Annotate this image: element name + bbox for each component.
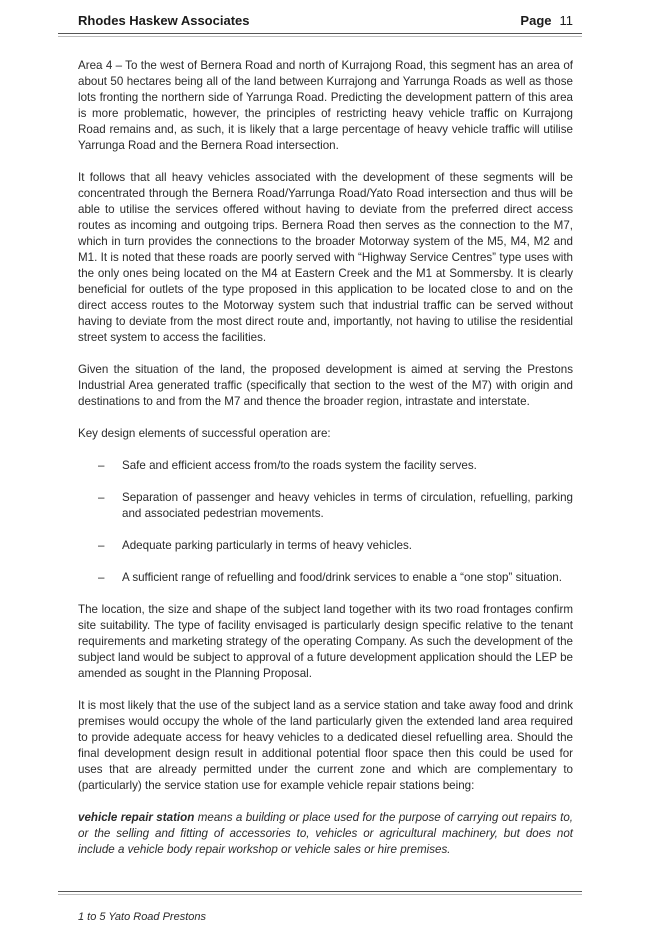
bullet-dash: –	[98, 491, 105, 504]
definition-term: vehicle repair station	[78, 811, 195, 824]
list-item-text: Adequate parking particularly in terms of heavy vehicles.	[122, 539, 412, 552]
paragraph-heavy-vehicles: It follows that all heavy vehicles associated with the development of these segments will be concentrated through the Bernera Road/Yarrunga Road/Yato Road intersection and thus will be able to utilise the services offered without having to deviate from the preferred direct access routes as incoming and outgoing trips. Bernera Road then serves as the connection to the M7, which in turn provides the connections to the broader Motorway system of the M5, M4, M2 and M1. It is noted that these roads are poorly served with “Highway Service Centres” type uses with the only ones being located on the M4 at Eastern Creek and the M1 at Sommersby. It is clearly beneficial for outlets of the type proposed in this application to be located close to and on the direct access routes to the Motorway system such that industrial traffic can be served without having to deviate from the most direct route and, importantly, not having to utilise the residential street system to access the facilities.	[78, 171, 573, 344]
footer-rule-secondary	[58, 894, 582, 895]
footer-rule	[58, 891, 582, 892]
definition-text: means a building or place used for the purpose of carrying out repairs to, or the selling and fitting of accessories to, vehicles or agricultural machinery, but does not include a vehicle body repair workshop or vehicle sales or hire premises.	[78, 811, 574, 856]
page-number: 11	[559, 12, 573, 28]
header-rule-secondary	[58, 36, 582, 37]
paragraph-use: It is most likely that the use of the subject land as a service station and take away food and drink premises would occupy the whole of the land particularly given the extended land area required to provide adequate access for heavy vehicles to a dedicated diesel refuelling area. Should the final development design result in additional potential floor space then this could be used for uses that are already permitted under the current zone and which are complementary to (particularly) the service station use for example vehicle repair stations being:	[78, 699, 573, 792]
list-item	[78, 570, 573, 586]
bullet-dash: –	[98, 459, 105, 472]
list-item-text: A sufficient range of refuelling and food/drink services to enable a “one stop” situation.	[122, 571, 562, 584]
list-item-text: Separation of passenger and heavy vehicles in terms of circulation, refuelling, parking and associated pedestrian movements.	[122, 491, 573, 520]
list-item	[78, 538, 573, 554]
bullet-dash: –	[98, 571, 105, 584]
definition-quote	[78, 810, 573, 858]
page-label: Page	[520, 12, 552, 28]
design-elements-list	[78, 458, 573, 586]
list-item-text: Safe and efficient access from/to the roads system the facility serves.	[122, 459, 477, 472]
page-number-label	[520, 13, 573, 28]
paragraph-situation: Given the situation of the land, the proposed development is aimed at serving the Prestons Industrial Area generated traffic (specifically that section to the west of the M7) with origin and destinations to and from the M7 and thence the broader region, intrastate and interstate.	[78, 363, 573, 408]
header-rule	[58, 33, 582, 34]
page-footer: 1 to 5 Yato Road Prestons	[78, 911, 207, 923]
page-content	[78, 58, 573, 874]
bullet-dash: –	[98, 539, 105, 552]
list-item	[78, 458, 573, 474]
paragraph-key-design: Key design elements of successful operation are:	[78, 427, 331, 440]
paragraph-location: The location, the size and shape of the subject land together with its two road frontages confirm site suitability. The type of facility envisaged is particularly design specific relative to the tenant requirements and marketing strategy of the operating Company. As such the development of the subject land would be subject to approval of a future development application should the LEP be amended as sought in the Planning Proposal.	[78, 603, 573, 680]
list-item	[78, 490, 573, 522]
company-name: Rhodes Haskew Associates	[78, 12, 250, 28]
paragraph-area-4: Area 4 – To the west of Bernera Road and north of Kurrajong Road, this segment has an area of about 50 hectares being all of the land between Kurrajong and Yarrunga Roads as well as those lots fronting the northern side of Yarrunga Road. Predicting the development pattern of this area is more problematic, however, the principles of restricting heavy vehicle traffic on Kurrajong Road remains and, as such, it is likely that a large percentage of heavy vehicle traffic will utilise Yarrunga Road and the Bernera Road intersection.	[78, 59, 573, 152]
page-header	[78, 10, 573, 30]
